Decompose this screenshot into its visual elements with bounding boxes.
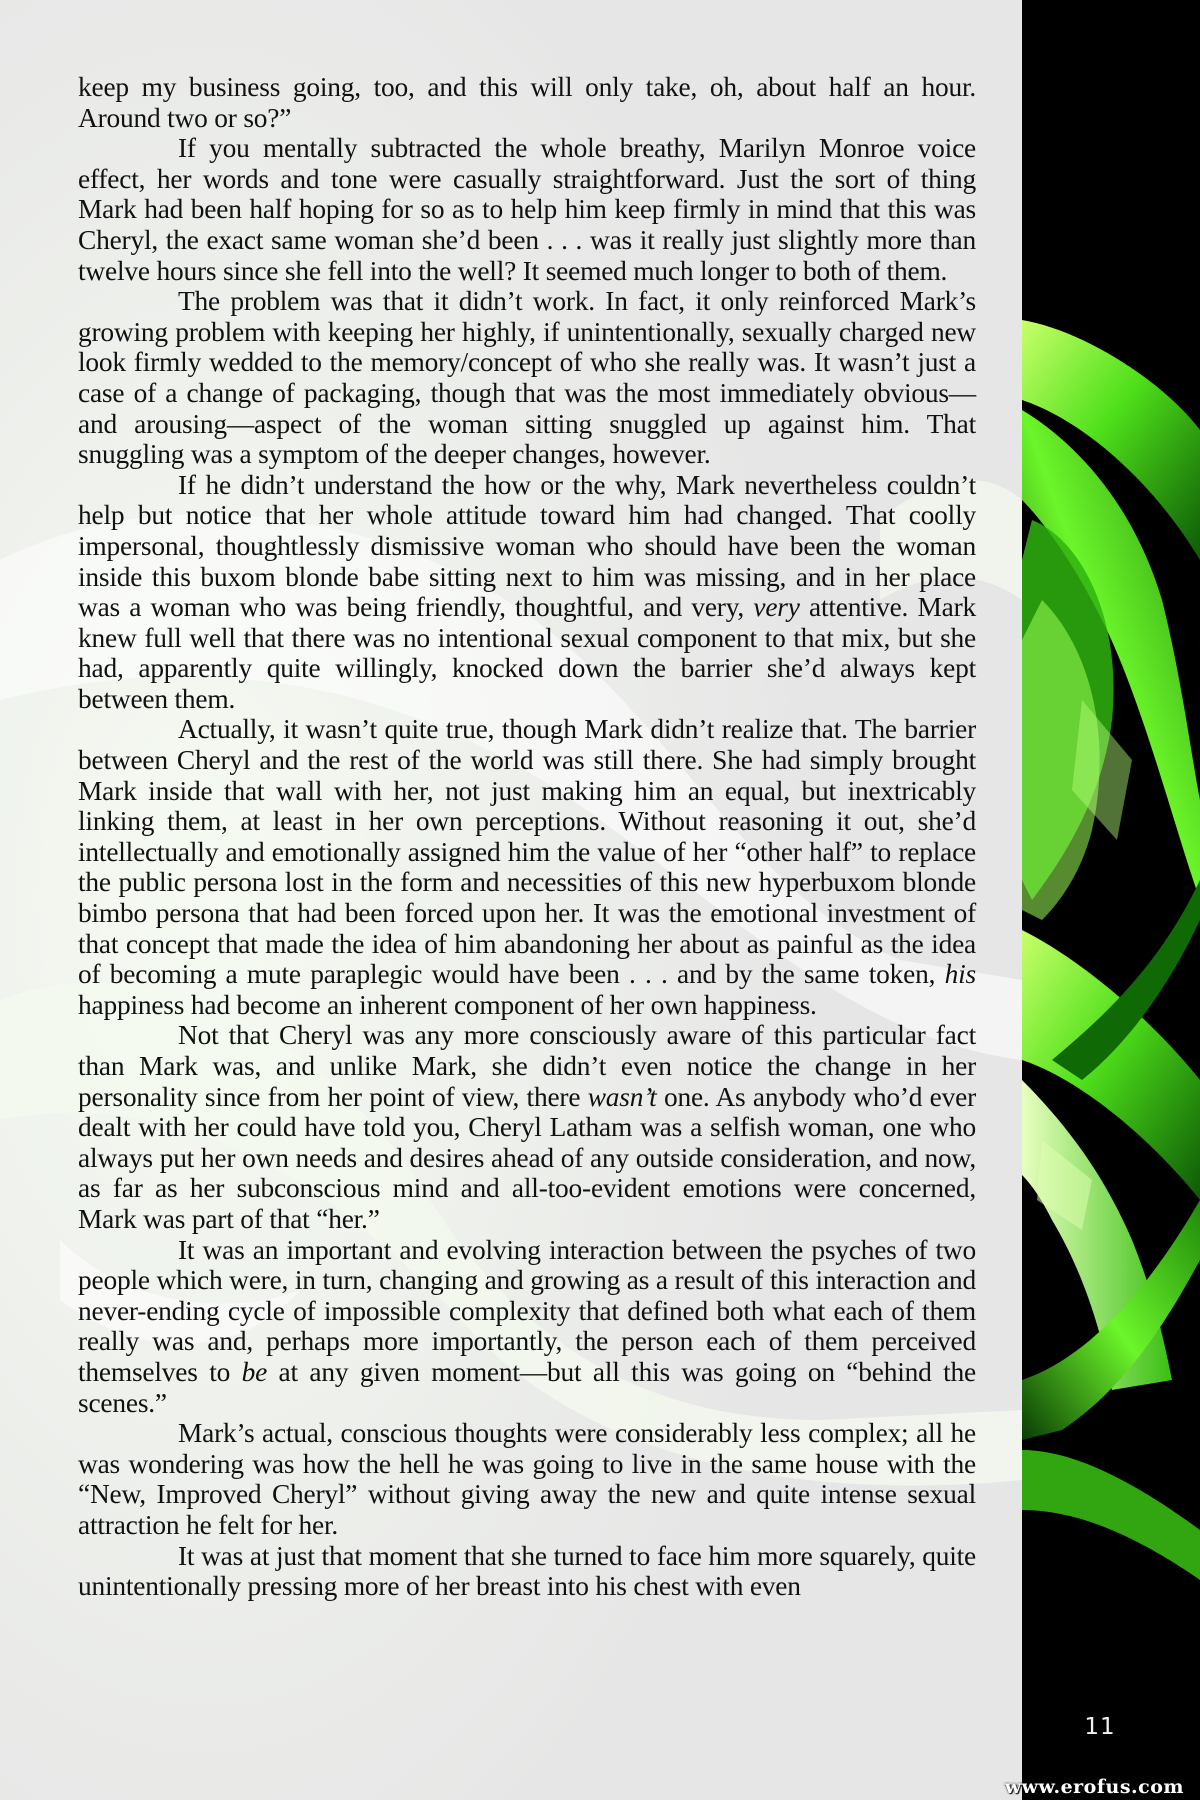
paragraph-text: The problem was that it didn’t work. In fact, it only reinforced Mark’s growing problem with keeping her highly, if unintentionally, sexually charged new look firmly wedded to the memory/concept of who she really was. It wasn’t just a case of a change of packaging, though that was the most immediately obvious—and arousing—aspect of the woman sitting snuggled up against him. That snuggling was a symptom of the deeper changes, however. <box>78 286 976 470</box>
green-ribbon-art <box>1022 0 1200 1800</box>
paragraph-text: It was an important and evolving interaction between the psyches of two people which were, in turn, changing and growing as a result of this interaction and never-ending cycle of impossible complexity that defined both what each of them really was and, perhaps more importantly, the person each of them perceived themselves to <box>78 1234 976 1387</box>
paragraph <box>78 1020 976 1234</box>
paragraph-text: Actually, it wasn’t quite true, though Mark didn’t realize that. The barrier between Cheryl and the rest of the world was still there. She had simply brought Mark inside that wall with her, not just making him an equal, but inextricably linking them, at least in her own perceptions. Without reasoning it out, she’d intellectually and emotionally assigned him the value of her “other half” to replace the public persona lost in the form and necessities of this new hyperbuxom blonde bimbo persona that had been forced upon her. It was the emotional investment of that concept that made the idea of him abandoning her about as painful as the idea of becoming a mute paraplegic would have been . . . and by the same token, <box>78 714 976 990</box>
paragraph-text: keep my business going, too, and this will only take, oh, about half an hour. Around two or so?” <box>78 72 976 133</box>
emphasis-text: be <box>241 1356 268 1387</box>
emphasis-text: very <box>753 592 800 623</box>
paragraph-text: If he didn’t understand the how or the why, Mark nevertheless couldn’t help but notice that her whole attitude toward him had changed. That coolly impersonal, thoughtlessly dismissive woman who should have been the woman inside this buxom blonde babe sitting next to him was missing, and in her place was a woman who was being friendly, thoughtful, and very, <box>78 469 976 623</box>
site-watermark: www.erofus.com <box>1004 1776 1184 1798</box>
page-number: 11 <box>1084 1714 1116 1740</box>
body-text <box>78 72 976 1602</box>
paragraph <box>78 72 976 133</box>
paragraph <box>78 714 976 1020</box>
paragraph-text: If you mentally subtracted the whole breathy, Marilyn Monroe voice effect, her words and tone were casually straightforward. Just the sort of thing Mark had been half hoping for so as to help him keep firmly in mind that this was Cheryl, the exact same woman she’d been . . . was it really just slightly more than twelve hours since she fell into the well? It seemed much longer to both of them. <box>78 133 976 286</box>
paragraph <box>78 1541 976 1602</box>
emphasis-text: his <box>944 959 976 990</box>
paragraph-text: It was at just that moment that she turned to face him more squarely, quite unintentionally pressing more of her breast into his chest with even <box>78 1540 976 1602</box>
emphasis-text: wasn’t <box>587 1081 657 1112</box>
paragraph-text: at any given moment—but all this was going on “behind the scenes.” <box>78 1356 976 1418</box>
paragraph-text: attentive. Mark knew full well that there was no intentional sexual component to that mix, but she had, apparently quite willingly, knocked down the barrier she’d always kept between them. <box>78 592 977 714</box>
side-art-strip <box>1022 0 1200 1800</box>
paragraph <box>78 1418 976 1540</box>
paragraph <box>78 286 976 470</box>
paragraph-text: Not that Cheryl was any more consciously aware of this particular fact than Mark was, and unlike Mark, she didn’t even notice the change in her personality since from her point of view, there <box>78 1020 976 1112</box>
paragraph-text: one. As anybody who’d ever dealt with her could have told you, Cheryl Latham was a selfish woman, one who always put her own needs and desires ahead of any outside consideration, and now, as far as her subconscious mind and all-too-evident emotions were concerned, Mark was part of that “her.” <box>78 1081 976 1234</box>
paragraph <box>78 1235 976 1419</box>
paragraph <box>78 133 976 286</box>
paragraph <box>78 470 976 715</box>
paragraph-text: happiness had become an inherent component of her own happiness. <box>78 989 817 1020</box>
paragraph-text: Mark’s actual, conscious thoughts were considerably less complex; all he was wondering was how the hell he was going to live in the same house with the “New, Improved Cheryl” without giving away the new and quite intense sexual attraction he felt for her. <box>78 1418 976 1540</box>
